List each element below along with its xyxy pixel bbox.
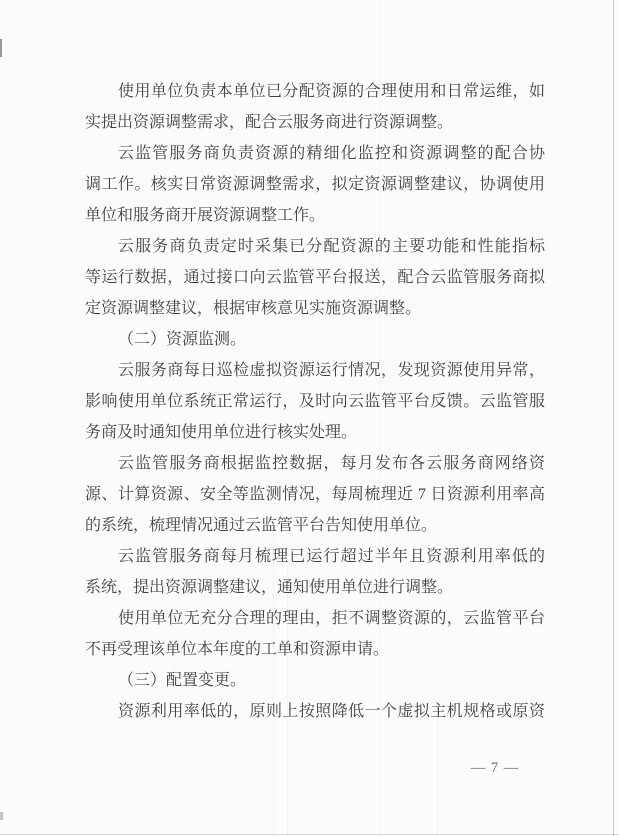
text-line: 务商及时通知使用单位进行核实处理。: [85, 424, 358, 441]
text-line: 等运行数据，通过接口向云监管平台报送，配合云监管服务商拟: [85, 269, 545, 286]
text-line: 云服务商负责定时采集已分配资源的主要功能和性能指标: [118, 238, 545, 255]
scan-smudge-artifact: [0, 39, 2, 57]
text-line: 使用单位负责本单位已分配资源的合理使用和日常运维，如: [118, 83, 545, 100]
text-line: 云监管服务商负责资源的精细化监控和资源调整的配合协: [118, 145, 545, 162]
page-number: — 7 —: [470, 760, 520, 776]
text-line: 源、计算资源、安全等监测情况，每周梳理近 7 日资源利用率高: [85, 486, 545, 503]
text-line: 系统，提出资源调整建议，通知使用单位进行调整。: [85, 579, 454, 596]
text-line: 云服务商每日巡检虚拟资源运行情况，发现资源使用异常，: [118, 362, 545, 379]
text-line: 云监管服务商每月梳理已运行超过半年且资源利用率低的: [118, 548, 545, 565]
document-body-text: [85, 76, 545, 727]
scan-smudge-artifact: [0, 812, 3, 820]
text-line-section-heading: （三）配置变更。: [118, 672, 247, 689]
scan-edge-line: [613, 0, 614, 836]
text-line: 的系统，梳理情况通过云监管平台告知使用单位。: [85, 517, 438, 534]
text-line: 单位和服务商开展资源调整工作。: [85, 207, 326, 224]
text-line-section-heading: （二）资源监测。: [118, 331, 247, 348]
text-line: 不再受理该单位本年度的工单和资源申请。: [85, 641, 390, 658]
text-line: 调工作。核实日常资源调整需求，拟定资源调整建议，协调使用: [85, 176, 545, 193]
text-line: 实提出资源调整需求，配合云服务商进行资源调整。: [85, 114, 454, 131]
text-line: 影响使用单位系统正常运行，及时向云监管平台反馈。云监管服: [85, 393, 545, 410]
text-line: 资源利用率低的，原则上按照降低一个虚拟主机规格或原资: [118, 703, 545, 720]
text-line: 使用单位无充分合理的理由，拒不调整资源的，云监管平台: [118, 610, 545, 627]
text-line: 云监管服务商根据监控数据，每月发布各云服务商网络资: [118, 455, 545, 472]
scan-edge-line: [0, 834, 619, 835]
text-line: 定资源调整建议，根据审核意见实施资源调整。: [85, 300, 422, 317]
